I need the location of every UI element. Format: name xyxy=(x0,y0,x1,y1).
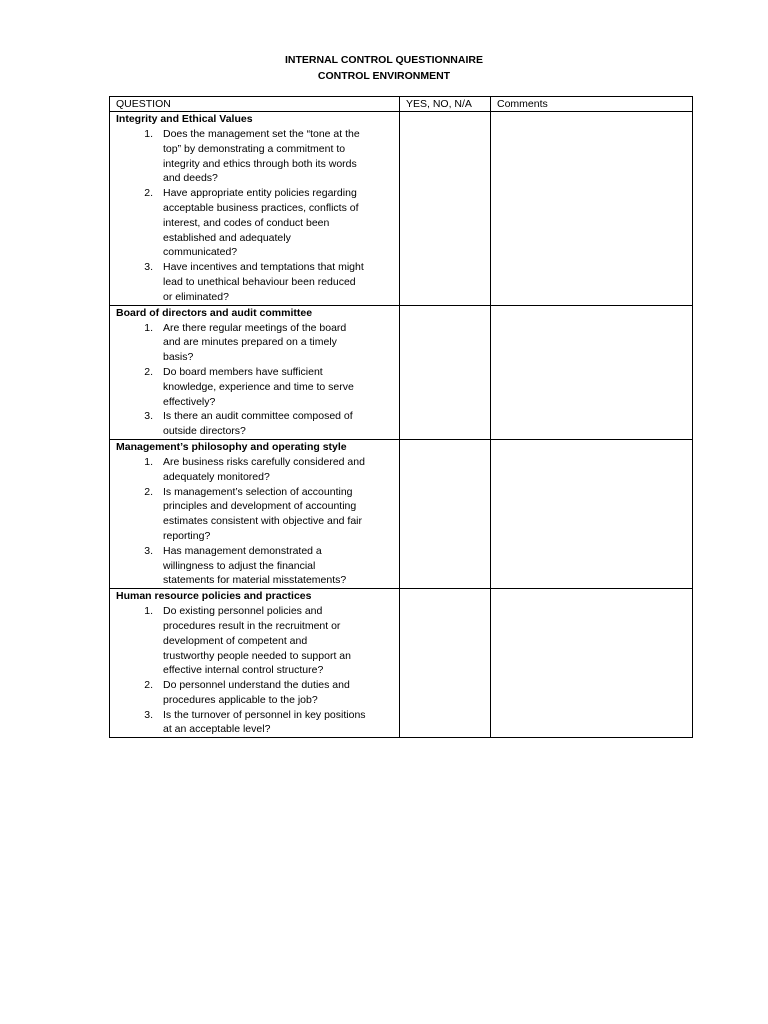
question-line: Do personnel understand the duties and xyxy=(163,679,350,692)
question-line: Is the turnover of personnel in key positions xyxy=(163,708,366,721)
section-row xyxy=(110,439,693,588)
question-item xyxy=(116,260,393,304)
question-line: principles and development of accounting xyxy=(163,500,357,513)
answer-cell[interactable] xyxy=(400,112,491,306)
question-line: or eliminated? xyxy=(163,290,229,303)
question-line: Have appropriate entity policies regarding xyxy=(163,187,357,200)
question-line: knowledge, experience and time to serve xyxy=(163,380,354,393)
question-text xyxy=(163,186,393,260)
question-line: trustworthy people needed to support an xyxy=(163,649,351,662)
document-subtitle: CONTROL ENVIRONMENT xyxy=(317,70,451,82)
question-line: Is management’s selection of accounting xyxy=(163,485,353,498)
question-line: adequately monitored? xyxy=(163,470,270,483)
question-line: acceptable business practices, conflicts of xyxy=(163,201,359,214)
question-item xyxy=(116,409,393,439)
question-number: 3. xyxy=(144,410,153,423)
question-line: reporting? xyxy=(163,529,211,542)
question-line: Do board members have sufficient xyxy=(163,365,323,378)
question-text xyxy=(163,678,393,708)
question-line: established and adequately xyxy=(163,231,291,244)
question-number: 1. xyxy=(144,605,153,618)
section-title: Management’s philosophy and operating style xyxy=(116,440,347,453)
question-item xyxy=(116,708,393,738)
question-item xyxy=(116,604,393,678)
answer-cell[interactable] xyxy=(400,589,491,738)
section-rows xyxy=(110,112,693,738)
question-line: effectively? xyxy=(163,395,216,408)
question-line: Has management demonstrated a xyxy=(163,544,322,557)
questionnaire-table xyxy=(109,96,693,738)
question-line: Are business risks carefully considered and xyxy=(163,455,365,468)
comments-cell[interactable] xyxy=(491,439,693,588)
question-line: estimates consistent with objective and fair xyxy=(163,515,363,528)
question-item xyxy=(116,321,393,365)
question-number: 1. xyxy=(144,321,153,334)
header-question: QUESTION xyxy=(110,97,400,112)
title-block xyxy=(0,52,768,84)
question-number: 1. xyxy=(144,455,153,468)
question-line: Does the management set the “tone at the xyxy=(163,128,360,140)
question-item xyxy=(116,544,393,588)
section-row xyxy=(110,112,693,306)
question-line: at an acceptable level? xyxy=(163,723,271,736)
question-line: Do existing personnel policies and xyxy=(163,605,323,618)
question-line: top” by demonstrating a commitment to xyxy=(163,142,346,155)
question-list xyxy=(116,604,393,737)
question-line: effective internal control structure? xyxy=(163,664,324,677)
question-text xyxy=(163,544,393,588)
question-text xyxy=(163,260,393,304)
question-number: 3. xyxy=(144,544,153,557)
question-cell xyxy=(110,305,400,439)
section-title: Board of directors and audit committee xyxy=(116,306,313,319)
question-cell xyxy=(110,112,400,306)
question-line: Are there regular meetings of the board xyxy=(163,321,347,334)
section-title: Human resource policies and practices xyxy=(116,590,312,603)
section-row xyxy=(110,589,693,738)
comments-cell[interactable] xyxy=(491,589,693,738)
question-text xyxy=(163,127,393,186)
comments-cell[interactable] xyxy=(491,112,693,306)
question-item xyxy=(116,127,393,186)
question-cell xyxy=(110,439,400,588)
question-number: 3. xyxy=(144,708,153,721)
question-line: willingness to adjust the financial xyxy=(163,559,316,572)
question-line: development of competent and xyxy=(163,634,308,647)
question-item xyxy=(116,678,393,708)
answer-cell[interactable] xyxy=(400,305,491,439)
document-title: INTERNAL CONTROL QUESTIONNAIRE xyxy=(285,54,483,66)
question-item xyxy=(116,186,393,260)
question-line: basis? xyxy=(163,351,194,364)
question-list xyxy=(116,127,393,305)
question-line: lead to unethical behaviour been reduced xyxy=(163,275,356,288)
question-line: outside directors? xyxy=(163,425,246,438)
question-number: 2. xyxy=(144,187,153,200)
question-line: and are minutes prepared on a timely xyxy=(163,336,337,349)
question-line: procedures result in the recruitment or xyxy=(163,619,341,632)
question-text xyxy=(163,485,393,544)
answer-cell[interactable] xyxy=(400,439,491,588)
question-cell xyxy=(110,589,400,738)
question-item xyxy=(116,485,393,544)
question-text xyxy=(163,321,393,365)
question-number: 3. xyxy=(144,261,153,274)
question-text xyxy=(163,604,393,678)
question-list xyxy=(116,455,393,588)
question-line: statements for material misstatements? xyxy=(163,574,347,587)
question-text xyxy=(163,409,393,439)
comments-cell[interactable] xyxy=(491,305,693,439)
header-answer: YES, NO, N/A xyxy=(400,97,491,112)
question-list xyxy=(116,321,393,439)
question-number: 2. xyxy=(144,365,153,378)
header-row xyxy=(110,97,693,112)
question-line: communicated? xyxy=(163,246,238,259)
question-line: Have incentives and temptations that might xyxy=(163,261,364,274)
header-comments: Comments xyxy=(491,97,693,112)
question-number: 1. xyxy=(144,128,153,140)
question-text xyxy=(163,708,393,738)
question-item xyxy=(116,455,393,485)
question-text xyxy=(163,365,393,409)
question-line: and deeds? xyxy=(163,172,218,185)
question-number: 2. xyxy=(144,485,153,498)
question-line: Is there an audit committee composed of xyxy=(163,410,353,423)
question-number: 2. xyxy=(144,679,153,692)
question-item xyxy=(116,365,393,409)
section-row xyxy=(110,305,693,439)
section-title: Integrity and Ethical Values xyxy=(116,113,253,125)
question-line: procedures applicable to the job? xyxy=(163,693,318,706)
question-text xyxy=(163,455,393,485)
question-line: interest, and codes of conduct been xyxy=(163,216,330,229)
question-line: integrity and ethics through both its words xyxy=(163,157,357,170)
